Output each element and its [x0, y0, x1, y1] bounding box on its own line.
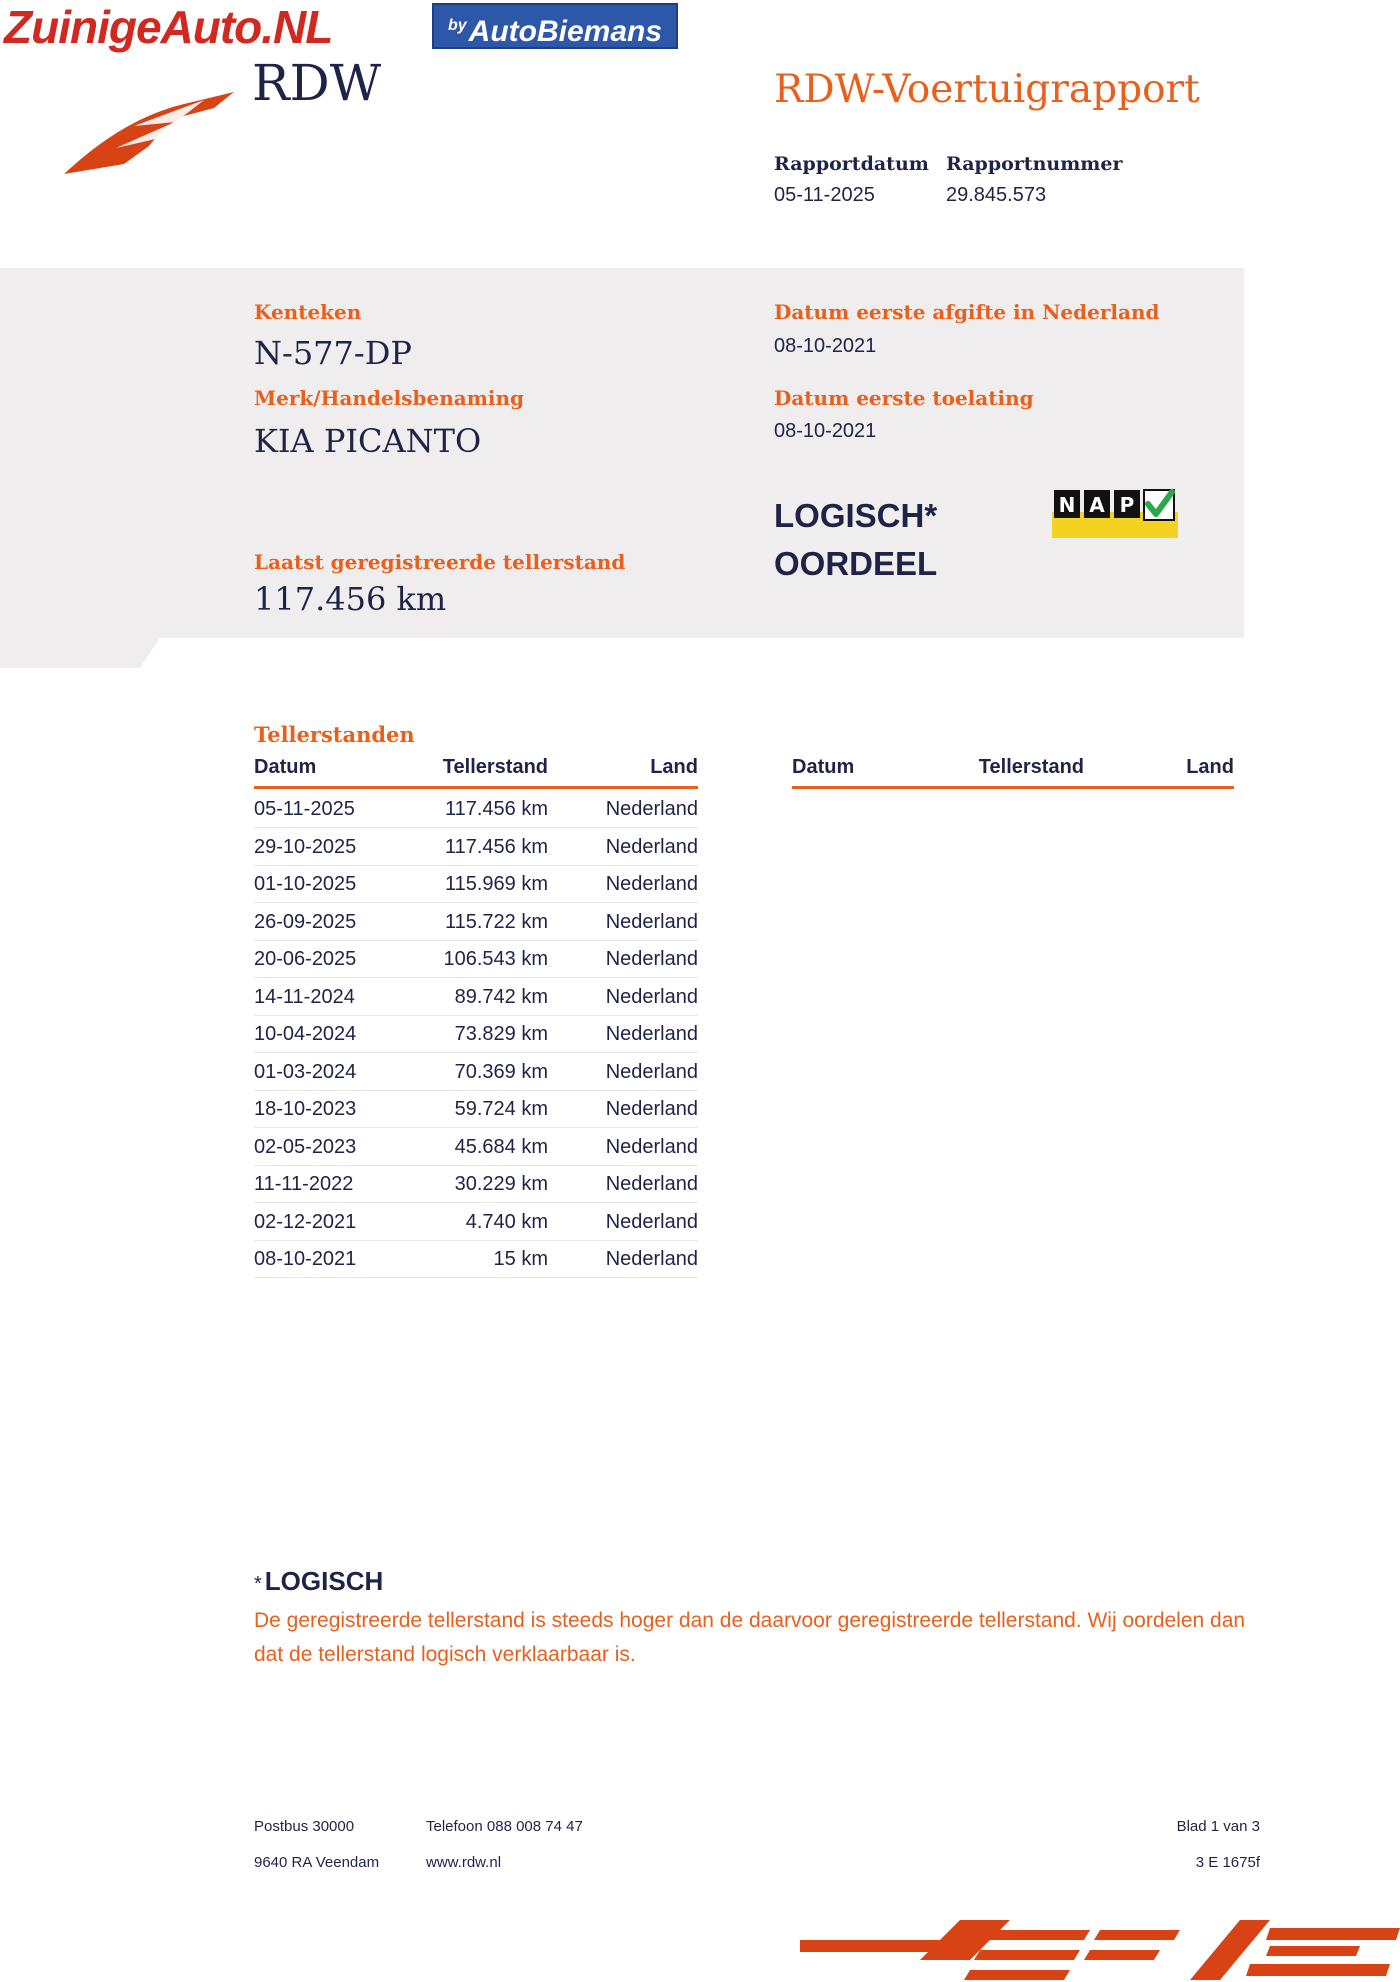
report-date: 05-11-2025 [774, 184, 875, 206]
report-date-label: Rapportdatum [774, 153, 929, 175]
row-date: 08-10-2021 [254, 1248, 357, 1270]
nap-letter-a: A [1089, 493, 1105, 517]
table-row [254, 1240, 698, 1278]
first-admission-label: Datum eerste toelating [774, 386, 1034, 410]
odometer-value: 117.456 km [254, 580, 447, 618]
table-row [254, 790, 698, 828]
readings-table-body [254, 790, 698, 1290]
note-title [254, 1566, 383, 1597]
row-country: Nederland [605, 798, 698, 820]
row-country: Nederland [605, 873, 698, 895]
row-date: 01-03-2024 [254, 1060, 357, 1083]
row-date: 20-06-2025 [254, 948, 357, 970]
table-row [254, 1090, 698, 1128]
verdict [774, 492, 937, 588]
row-date: 26-09-2025 [254, 910, 357, 933]
row-country: Nederland [605, 1173, 698, 1195]
note-marker: * [254, 1573, 262, 1595]
col-country-header: Land [650, 756, 698, 778]
row-date: 02-05-2023 [254, 1135, 357, 1158]
note-title-text: LOGISCH [264, 1566, 384, 1596]
footer-web[interactable]: www.rdw.nl [426, 1854, 502, 1871]
report-number: 29.845.573 [946, 184, 1047, 206]
row-date: 10-04-2024 [254, 1023, 357, 1045]
table-row [254, 1015, 698, 1053]
watermark-brand: ZuinigeAuto.NL [4, 1, 333, 53]
watermark-badge [432, 3, 678, 49]
row-odometer: 89.742 km [454, 985, 548, 1008]
row-odometer: 70.369 km [454, 1060, 548, 1083]
table-row [254, 1203, 698, 1241]
verdict-line2: OORDEEL [774, 544, 938, 582]
row-odometer: 45.684 km [454, 1135, 548, 1158]
readings-title: Tellerstanden [254, 722, 415, 747]
col-odometer-header-right: Tellerstand [978, 756, 1084, 778]
col-country-header-right: Land [1186, 756, 1234, 778]
watermark-badge-prefix: by [448, 17, 467, 34]
row-date: 14-11-2024 [254, 985, 355, 1008]
row-odometer: 117.456 km [444, 835, 548, 858]
row-country: Nederland [605, 1210, 698, 1233]
col-date-header-right: Datum [792, 756, 855, 778]
watermark-badge-text: AutoBiemans [468, 15, 663, 48]
row-date: 01-10-2025 [254, 873, 357, 895]
plate-label: Kenteken [254, 300, 362, 324]
footer-page: Blad 1 van 3 [1176, 1818, 1260, 1835]
table-row [254, 903, 698, 941]
vehicle-summary-panel [0, 268, 1244, 668]
row-country: Nederland [605, 910, 698, 933]
footer-phone: Telefoon 088 008 74 47 [426, 1818, 583, 1835]
footer-code: 3 E 1675f [1195, 1854, 1260, 1871]
table-row [254, 1165, 698, 1203]
col-odometer-header: Tellerstand [442, 756, 548, 778]
readings-table-header-left [254, 756, 698, 789]
nap-check-logo [1052, 488, 1178, 538]
row-country: Nederland [605, 985, 698, 1008]
plate-value: N-577-DP [254, 334, 412, 372]
table-row [254, 1128, 698, 1166]
verdict-line1: LOGISCH* [774, 497, 938, 534]
report-title: RDW-Voertuigrapport [774, 67, 1200, 112]
row-country: Nederland [605, 1060, 698, 1083]
make-value: KIA PICANTO [254, 422, 482, 460]
row-odometer: 59.724 km [454, 1098, 548, 1120]
readings-table-header-right [792, 756, 1234, 789]
row-date: 18-10-2023 [254, 1098, 357, 1120]
table-row [254, 978, 698, 1016]
row-date: 05-11-2025 [254, 798, 355, 820]
col-date-header: Datum [254, 756, 317, 778]
row-country: Nederland [605, 835, 698, 858]
first-issue-nl-label: Datum eerste afgifte in Nederland [774, 300, 1160, 324]
rdw-logo-icon [64, 86, 234, 176]
row-odometer: 4.740 km [465, 1210, 548, 1233]
footer-postbus: Postbus 30000 [254, 1818, 355, 1835]
first-admission-value: 08-10-2021 [774, 420, 877, 442]
rdw-wordmark: RDW [252, 54, 382, 112]
row-odometer: 117.456 km [444, 798, 548, 820]
row-odometer: 115.722 km [444, 910, 548, 933]
table-row [254, 1053, 698, 1091]
row-odometer: 15 km [493, 1248, 548, 1270]
row-date: 02-12-2021 [254, 1210, 357, 1233]
row-odometer: 30.229 km [454, 1173, 548, 1195]
row-country: Nederland [605, 1098, 698, 1120]
row-country: Nederland [605, 1135, 698, 1158]
row-odometer: 106.543 km [443, 948, 548, 970]
note-text: De geregistreerde tellerstand is steeds hoger dan de daarvoor geregistreerde tellerstand. Wij oordelen dan dat de tellerstand logisch verklaarbaar is. [254, 1609, 1246, 1666]
odometer-label: Laatst geregistreerde tellerstand [254, 550, 626, 574]
row-date: 29-10-2025 [254, 835, 357, 858]
table-row [254, 940, 698, 978]
row-country: Nederland [605, 948, 698, 970]
footer-city: 9640 RA Veendam [254, 1854, 380, 1871]
row-odometer: 73.829 km [454, 1023, 548, 1045]
nap-letter-p: P [1119, 493, 1135, 517]
make-label: Merk/Handelsbenaming [254, 386, 525, 410]
decorative-stripes [800, 1920, 1400, 1982]
row-date: 11-11-2022 [254, 1173, 354, 1195]
table-row [254, 828, 698, 866]
table-row [254, 865, 698, 903]
row-country: Nederland [605, 1023, 698, 1045]
row-odometer: 115.969 km [444, 873, 548, 895]
first-issue-nl-value: 08-10-2021 [774, 335, 877, 357]
nap-letter-n: N [1058, 493, 1076, 517]
report-number-label: Rapportnummer [946, 153, 1123, 175]
row-country: Nederland [605, 1248, 698, 1270]
